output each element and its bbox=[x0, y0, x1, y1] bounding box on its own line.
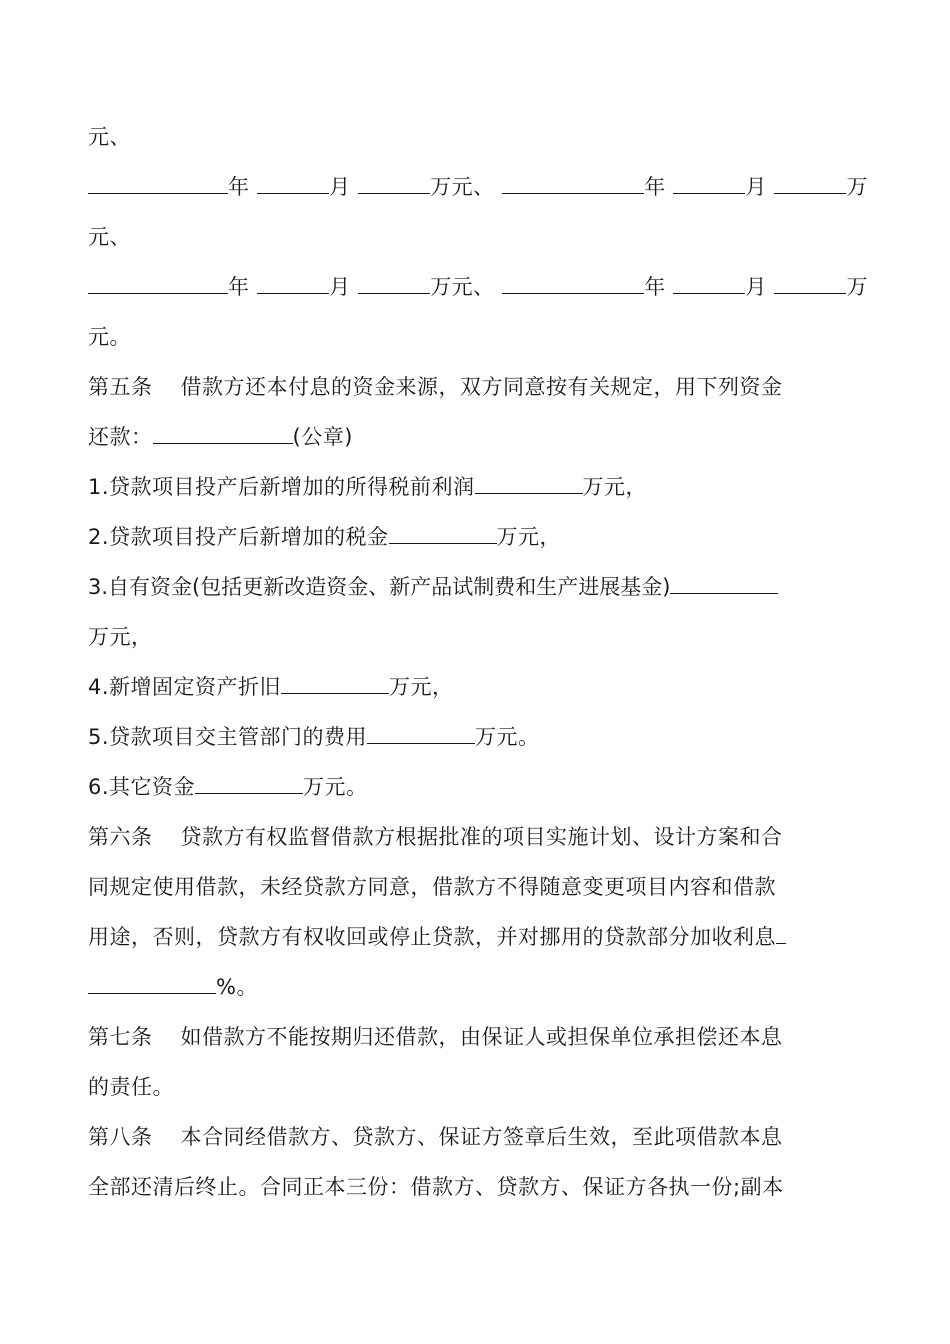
article-number: 第五条 bbox=[88, 375, 153, 399]
blank-field[interactable] bbox=[88, 273, 228, 294]
article-number: 第七条 bbox=[88, 1025, 153, 1049]
item-text: 6.其它资金 bbox=[88, 775, 196, 799]
month-label: 月 bbox=[329, 275, 351, 299]
article-text: 贷款方有权监督借款方根据批准的项目实施计划、设计方案和合 bbox=[180, 825, 783, 849]
article-5-heading bbox=[88, 372, 868, 402]
article-7-heading bbox=[88, 1022, 868, 1052]
list-item bbox=[88, 572, 878, 602]
text-line bbox=[88, 122, 868, 152]
year-label: 年 bbox=[228, 175, 250, 199]
unit-label: 万元。 bbox=[475, 725, 540, 749]
blank-field[interactable] bbox=[358, 273, 430, 294]
text: 同规定使用借款，未经贷款方同意，借款方不得随意变更项目内容和借款 bbox=[88, 875, 776, 899]
blank-field[interactable] bbox=[389, 523, 497, 544]
item-text: 1.贷款项目投产后新增加的所得税前利润 bbox=[88, 475, 475, 499]
text-line bbox=[88, 872, 868, 902]
blank-field[interactable] bbox=[502, 273, 644, 294]
date-amount-line bbox=[88, 172, 868, 202]
article-6-heading bbox=[88, 822, 868, 852]
unit-label: 万元， bbox=[389, 675, 454, 699]
seal-label: (公章) bbox=[292, 425, 353, 449]
list-item bbox=[88, 472, 868, 502]
year-label: 年 bbox=[644, 175, 666, 199]
blank-field[interactable] bbox=[88, 173, 228, 194]
blank-field[interactable] bbox=[257, 273, 329, 294]
blank-field[interactable] bbox=[257, 173, 329, 194]
list-item bbox=[88, 722, 868, 752]
item-text: 4.新增固定资产折旧 bbox=[88, 675, 282, 699]
text-line bbox=[88, 972, 868, 1002]
wan-label: 万 bbox=[846, 175, 868, 199]
list-item bbox=[88, 672, 868, 702]
item-text: 2.贷款项目投产后新增加的税金 bbox=[88, 525, 389, 549]
blank-field[interactable] bbox=[475, 473, 583, 494]
amount-label: 万元、 bbox=[430, 275, 495, 299]
item-text: 3.自有资金(包括更新改造资金、新产品试制费和生产进展基金) bbox=[88, 575, 671, 599]
unit-label: 万元。 bbox=[303, 775, 368, 799]
percent-label: %。 bbox=[216, 975, 258, 999]
text: 元、 bbox=[88, 225, 131, 249]
amount-label: 万元、 bbox=[430, 175, 495, 199]
blank-field[interactable] bbox=[673, 173, 745, 194]
text-line bbox=[88, 1072, 868, 1102]
blank-field[interactable] bbox=[502, 173, 644, 194]
text-line bbox=[88, 222, 868, 252]
text: 用途，否则，贷款方有权收回或停止贷款，并对挪用的贷款部分加收利息 bbox=[88, 925, 776, 949]
wan-label: 万 bbox=[846, 275, 868, 299]
text: 还款： bbox=[88, 425, 153, 449]
list-item bbox=[88, 522, 868, 552]
article-number: 第八条 bbox=[88, 1125, 153, 1149]
blank-field[interactable] bbox=[195, 773, 303, 794]
unit-label: 万元， bbox=[88, 625, 153, 649]
month-label: 月 bbox=[745, 275, 767, 299]
blank-field[interactable] bbox=[153, 423, 293, 444]
text-line bbox=[88, 1172, 868, 1202]
text-line bbox=[88, 322, 868, 352]
text: 的责任。 bbox=[88, 1075, 174, 1099]
article-8-heading bbox=[88, 1122, 868, 1152]
text: 元。 bbox=[88, 325, 131, 349]
month-label: 月 bbox=[329, 175, 351, 199]
blank-field[interactable] bbox=[673, 273, 745, 294]
year-label: 年 bbox=[644, 275, 666, 299]
unit-label: 万元， bbox=[496, 525, 562, 549]
text-line bbox=[88, 422, 868, 452]
blank-field[interactable] bbox=[670, 573, 778, 594]
article-text: 如借款方不能按期归还借款，由保证人或担保单位承担偿还本息 bbox=[180, 1025, 783, 1049]
blank-field[interactable] bbox=[358, 173, 430, 194]
item-text: 5.贷款项目交主管部门的费用 bbox=[88, 725, 368, 749]
year-label: 年 bbox=[228, 275, 250, 299]
blank-field[interactable] bbox=[774, 273, 846, 294]
blank-field[interactable] bbox=[88, 973, 216, 994]
article-text: 借款方还本付息的资金来源，双方同意按有关规定，用下列资金 bbox=[180, 375, 783, 399]
text-line bbox=[88, 922, 868, 952]
text: 元、 bbox=[88, 125, 131, 149]
unit-label: 万元， bbox=[582, 475, 648, 499]
article-text: 本合同经借款方、贷款方、保证方签章后生效，至此项借款本息 bbox=[180, 1125, 783, 1149]
date-amount-line bbox=[88, 272, 868, 302]
list-item bbox=[88, 772, 868, 802]
blank-field[interactable] bbox=[776, 923, 786, 944]
month-label: 月 bbox=[745, 175, 767, 199]
blank-field[interactable] bbox=[281, 673, 389, 694]
text-line bbox=[88, 622, 868, 652]
text: 全部还清后终止。合同正本三份：借款方、贷款方、保证方各执一份;副本 bbox=[88, 1175, 784, 1199]
blank-field[interactable] bbox=[367, 723, 475, 744]
blank-field[interactable] bbox=[774, 173, 846, 194]
article-number: 第六条 bbox=[88, 825, 153, 849]
